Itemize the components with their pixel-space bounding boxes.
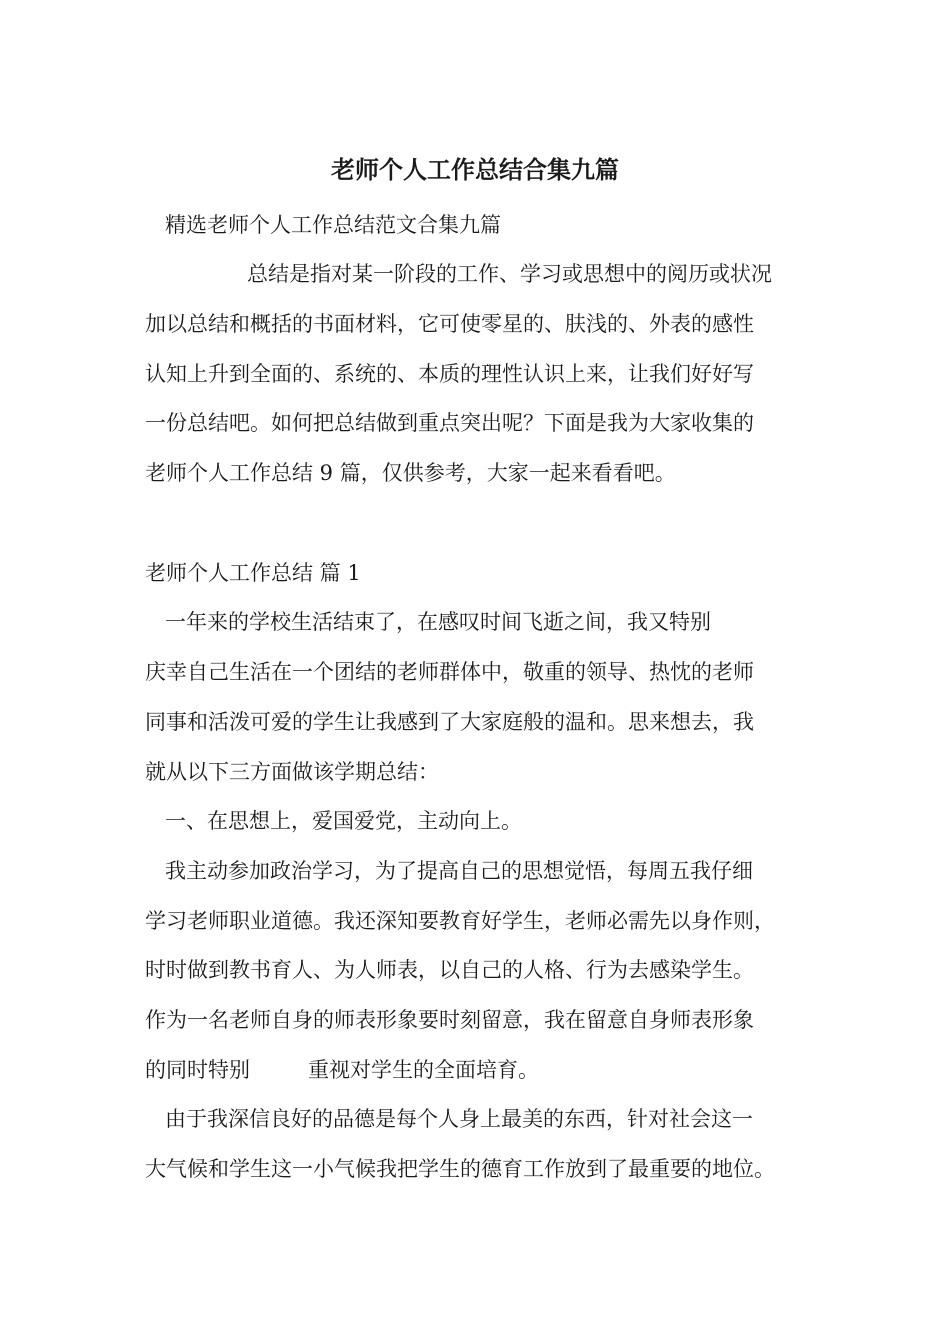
document-title: 老师个人工作总结合集九篇	[331, 156, 619, 184]
intro-line: 老师个人工作总结 9 篇，仅供参考，大家一起来看看吧。	[145, 461, 676, 485]
paragraph-fragment: 的同时特别	[145, 1058, 250, 1082]
paragraph-line: 就从以下三方面做该学期总结：	[145, 760, 439, 784]
paragraph-line: 我主动参加政治学习，为了提高自己的思想觉悟，每周五我仔细	[165, 859, 753, 883]
intro-line: 总结是指对某一阶段的工作、学习或思想中的阅历或状况	[247, 262, 772, 286]
paragraph-line: 时时做到教书育人、为人师表，以自己的人格、行为去感染学生。	[145, 958, 754, 982]
paragraph-line: 作为一名老师自身的师表形象要时刻留意，我在留意自身师表形象	[145, 1008, 754, 1032]
document-subtitle: 精选老师个人工作总结范文合集九篇	[165, 213, 501, 237]
paragraph-fragment: 重视对学生的全面培育。	[308, 1058, 539, 1082]
paragraph-line: 大气候和学生这一小气候我把学生的德育工作放到了最重要的地位。	[145, 1157, 775, 1181]
paragraph-line	[145, 1055, 539, 1085]
paragraph-line: 庆幸自己生活在一个团结的老师群体中，敬重的领导、热忱的老师	[145, 660, 754, 684]
intro-line: 加以总结和概括的书面材料，它可使零星的、肤浅的、外表的感性	[145, 312, 754, 336]
intro-line: 一份总结吧。如何把总结做到重点突出呢？下面是我为大家收集的	[145, 411, 754, 435]
paragraph-line: 一年来的学校生活结束了，在感叹时间飞逝之间，我又特别	[165, 610, 711, 634]
paragraph-line: 由于我深信良好的品德是每个人身上最美的东西，针对社会这一	[165, 1107, 753, 1131]
intro-line: 认知上升到全面的、系统的、本质的理性认识上来，让我们好好写	[145, 362, 754, 386]
section-heading: 老师个人工作总结 篇 1	[145, 561, 361, 585]
paragraph-line: 同事和活泼可爱的学生让我感到了大家庭般的温和。思来想去，我	[145, 710, 754, 734]
paragraph-line: 学习老师职业道德。我还深知要教育好学生，老师必需先以身作则，	[145, 909, 775, 933]
point-heading: 一、在思想上，爱国爱党，主动向上。	[165, 809, 522, 833]
